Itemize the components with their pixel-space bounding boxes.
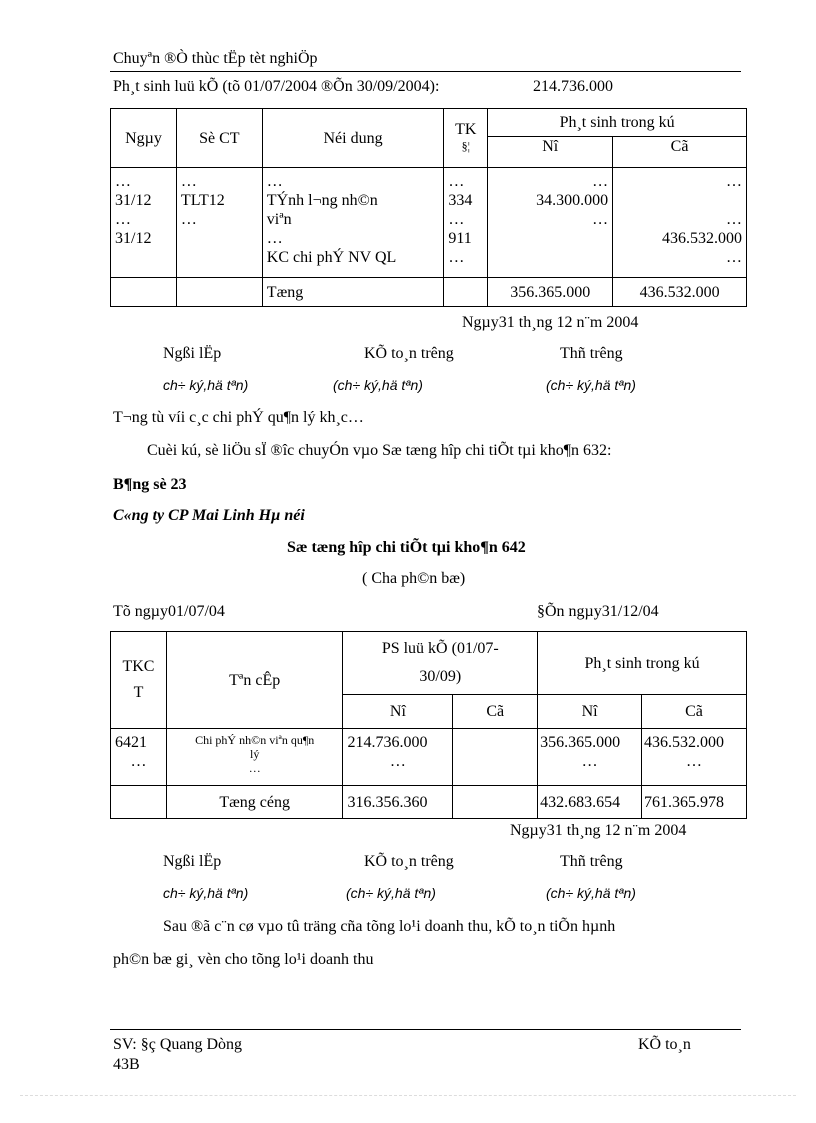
footer-student: SV: §ç Quang Dòng: [113, 1036, 243, 1053]
col-tk-header-line2: §¦: [461, 139, 470, 153]
total2-empty: [111, 786, 167, 819]
row-cum-no-dots: …: [389, 753, 406, 770]
sign2-date: Ngµy31 th¸ng 12 n¨m 2004: [510, 822, 687, 839]
date-line: 31/12: [115, 192, 152, 209]
page-edge-divider: [20, 1095, 796, 1096]
doc-line: …: [180, 211, 197, 228]
row-cum-no-value: 214.736.000: [347, 734, 428, 751]
col-tkct-header-line2: T: [133, 684, 144, 701]
row-tk-code: 6421: [115, 734, 147, 751]
total2-ps-co: 761.365.978: [642, 786, 747, 819]
sign2-role-head: Thñ trêng: [560, 853, 623, 870]
cumulative-label: Ph¸t sinh luü kÕ (tõ 01/07/2004 ®Õn 30/09/2004):: [113, 78, 440, 95]
ledger-title: Sæ tæng hîp chi tiÕt tµi kho¶n 642: [287, 539, 526, 556]
co-line: …: [726, 249, 742, 266]
running-header: Chuyªn ®Ò thùc tËp tèt nghiÖp: [113, 50, 318, 67]
total-empty: [176, 278, 262, 307]
total-co: 436.532.000: [613, 278, 747, 307]
cell-dates: [111, 168, 177, 278]
sign1-role-accountant: KÕ to¸n trêng: [364, 345, 454, 362]
header-rule: [110, 71, 741, 72]
journal-table: [110, 108, 747, 307]
ledger-subtitle: ( Cha ph©n bæ): [362, 570, 466, 587]
paragraph-transfer: Cuèi kú, sè liÖu sÏ ®îc chuyÓn vµo Sæ tæng hîp chi tiÕt tµi kho¶n 632:: [147, 442, 612, 459]
footer-class: 43B: [113, 1056, 140, 1073]
sign1-date: Ngµy31 th¸ng 12 n¨m 2004: [462, 314, 639, 331]
tk-line: …: [448, 211, 465, 228]
co-line: …: [726, 211, 742, 228]
row-ps-co-dots: …: [686, 753, 703, 770]
col-cum-no-header: Nî: [343, 695, 453, 729]
tk-line: …: [448, 249, 465, 266]
col-ps-co-header: Cã: [642, 695, 747, 729]
no-line: …: [592, 173, 609, 190]
tk-line: 334: [448, 192, 473, 209]
content-line: KC chi phÝ NV QL: [266, 249, 397, 266]
row-cum-no: [343, 729, 453, 786]
col-cum-co-header: Cã: [453, 695, 538, 729]
col-cum-header-line2: 30/09): [419, 668, 462, 685]
sign2-note-head: (ch÷ ký,hä tªn): [546, 885, 636, 901]
footer-rule: [110, 1029, 741, 1030]
col-doc-header: Sè CT: [176, 109, 262, 168]
col-cum-header: [343, 632, 538, 695]
sign1-role-preparer: Ngßi lËp: [163, 345, 222, 362]
row-name: [166, 729, 343, 786]
paragraph-similar: T¬ng tù víi c¸c chi phÝ qu¶n lý kh¸c…: [113, 409, 364, 426]
company-name: C«ng ty CP Mai Linh Hµ néi: [113, 507, 305, 524]
sign1-note-preparer: ch÷ ký,hä tªn): [163, 377, 249, 393]
sign2-role-accountant: KÕ to¸n trêng: [364, 853, 454, 870]
footer-department: KÕ to¸n: [638, 1036, 691, 1053]
tk-line: 911: [448, 230, 472, 247]
col-co-header: Cã: [613, 137, 747, 168]
co-line: …: [726, 173, 742, 190]
col-ps-no-header: Nî: [538, 695, 642, 729]
co-line: 436.532.000: [662, 230, 742, 247]
total-label: Tæng: [262, 278, 444, 307]
col-tkct-header-line1: TKC: [122, 658, 155, 675]
cell-tk: [444, 168, 488, 278]
doc-line: …: [180, 173, 197, 190]
total2-label: Tæng céng: [166, 786, 343, 819]
row-ps-co: [642, 729, 747, 786]
content-line: TÝnh l¬ng nh©n: [266, 192, 378, 209]
table-number: B¶ng sè 23: [113, 476, 187, 493]
sign2-note-accountant: (ch÷ ký,hä tªn): [346, 885, 436, 901]
content-line: viªn: [266, 211, 292, 228]
row-ps-co-value: 436.532.000: [644, 734, 725, 751]
doc-line: TLT12: [180, 192, 225, 209]
total2-cum-co: [453, 786, 538, 819]
col-ps-header: Ph¸t sinh trong kú: [488, 109, 747, 137]
paragraph-allocation-line1: Sau ®ã c¨n cø vµo tû träng cña tõng lo¹i doanh thu, kÕ to¸n tiÕn hµnh: [163, 918, 616, 935]
row-ps-no: [538, 729, 642, 786]
row-name-line3: …: [248, 761, 261, 775]
cell-contents: [262, 168, 444, 278]
to-date: §Õn ngµy31/12/04: [537, 603, 659, 620]
no-line: 34.300.000: [536, 192, 609, 209]
col-tk-header-line1: TK: [455, 121, 477, 138]
tk-line: …: [448, 173, 465, 190]
row-tk: [111, 729, 167, 786]
col-no-header: Nî: [488, 137, 613, 168]
content-line: …: [266, 230, 283, 247]
row-tk-dots: …: [130, 753, 147, 770]
col-tkct-header: [111, 632, 167, 729]
co-line: [617, 191, 742, 210]
row-name-line2: lý: [250, 747, 260, 761]
cell-docs: [176, 168, 262, 278]
col-cum-header-line1: PS luü kÕ (01/07-: [381, 640, 499, 657]
no-line: …: [592, 211, 609, 228]
cell-co: [613, 168, 747, 278]
sign1-role-head: Thñ trêng: [560, 345, 623, 362]
sign2-role-preparer: Ngßi lËp: [163, 853, 222, 870]
row-ps-no-value: 356.365.000: [540, 734, 621, 751]
ledger-table: [110, 631, 747, 819]
cell-no: [488, 168, 613, 278]
total-empty: [111, 278, 177, 307]
date-line: 31/12: [115, 230, 152, 247]
col-name-header: Tªn cÊp: [166, 632, 343, 729]
sign1-note-accountant: (ch÷ ký,hä tªn): [333, 377, 423, 393]
date-line: …: [115, 211, 131, 228]
row-cum-co: [453, 729, 538, 786]
cumulative-value: 214.736.000: [533, 78, 613, 95]
from-date: Tõ ngµy01/07/04: [113, 603, 225, 620]
sign2-note-preparer: ch÷ ký,hä tªn): [163, 885, 249, 901]
row-ps-no-dots: …: [581, 753, 598, 770]
row-name-line1: Chi phÝ nh©n viªn qu¶n: [195, 733, 315, 747]
col-tk-header: [444, 109, 488, 168]
col-date-header: Ngµy: [111, 109, 177, 168]
col-content-header: Néi dung: [262, 109, 444, 168]
total2-cum-no: 316.356.360: [343, 786, 453, 819]
sign1-note-head: (ch÷ ký,hä tªn): [546, 377, 636, 393]
col-ps2-header: Ph¸t sinh trong kú: [538, 632, 747, 695]
date-line: …: [115, 173, 131, 190]
total2-ps-no: 432.683.654: [538, 786, 642, 819]
paragraph-allocation-line2: ph©n bæ gi¸ vèn cho tõng lo¹i doanh thu: [113, 951, 374, 968]
total-empty: [444, 278, 488, 307]
content-line: …: [266, 173, 283, 190]
total-no: 356.365.000: [488, 278, 613, 307]
